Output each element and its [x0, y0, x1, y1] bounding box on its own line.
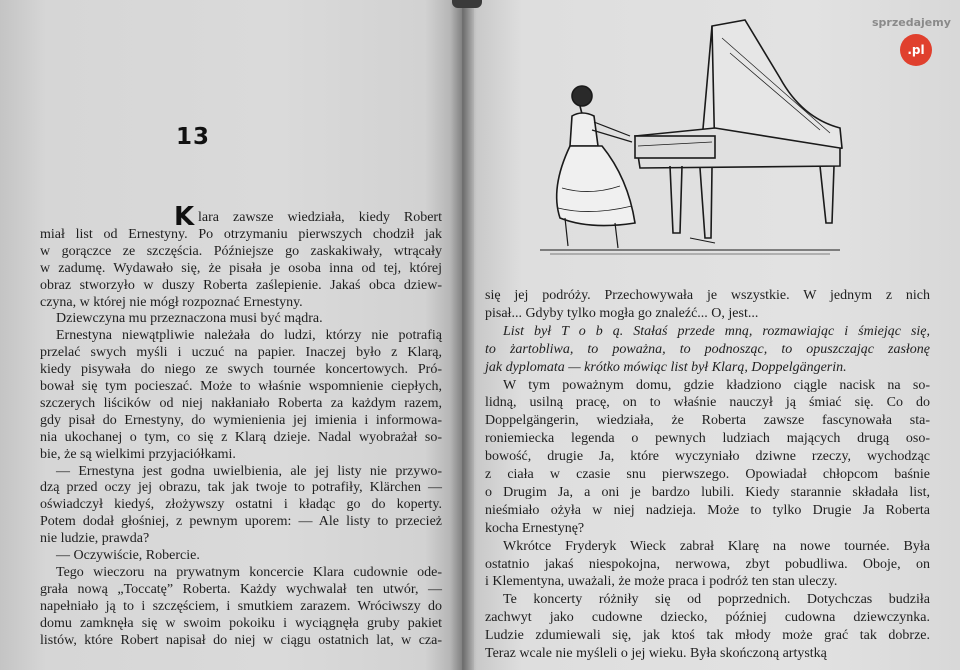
text-line: pisał... Gdyby tylko mogła go znaleźć... O, jest... — [485, 305, 759, 321]
text-line: List był T o b ą. Stałaś przede mną, rozmawiając i śmiejąc się, — [503, 323, 930, 339]
text-line: gdy pisał do Ernestyny, do wymienienia jej imienia i informowa- — [40, 412, 442, 428]
text-line: nie ludzie, prawda? — [40, 531, 150, 547]
text-line: — Oczywiście, Robercie. — [56, 548, 200, 563]
drop-cap: K — [174, 202, 195, 232]
text-line: Dziewczyna mu przeznaczona musi być mądra. — [56, 311, 323, 327]
text-line: dzą przed oczy jej obrazu, tak jak twoje to potrafiły, Klärchen — — [40, 480, 442, 496]
text-line: to żartobliwa, to poważna, to podnosząc, to opuszczając zasłonę — [485, 341, 930, 357]
text-line: nia ukochanej o tym, co się z Klarą dzieje. Nadal wyobrażał so- — [40, 429, 442, 445]
text-line: Teraz wcale nie myśleli o jej wieku. Była skończoną artystką — [485, 646, 827, 661]
text-line: z ciała w czasie snu pierwszego. Opowiadał chłopcom baśnie — [485, 467, 930, 482]
text-line: W tym poważnym domu, gdzie kładziono ciągle nacisk na so- — [503, 377, 930, 393]
text-line: szczerych liścików od niej nakłaniało Roberta za każdym razem, — [40, 395, 442, 411]
text-line: bował się tym pocieszać. Może to właśnie wspomnienie ciepłych, — [40, 379, 442, 394]
text-line: bowość, drugie Ja, które wyczyniało dziwne rzeczy, wychodząc — [485, 449, 930, 465]
text-line: i Klementyna, uważali, że może praca i podróż ten stan uleczy. — [485, 574, 838, 590]
text-line: w gorączce ze szczęścia. Późniejsze go zaskakiwały, wtrącały — [40, 243, 442, 259]
text-line: kocha Ernestynę? — [485, 520, 585, 536]
watermark-text: sprzedajemy — [872, 16, 951, 29]
text-line: kiedy pisywała do niego ze swych tournée koncertowych. Pró- — [40, 362, 442, 378]
text-line: roniemiecka legenda o pewnych ludziach mających drugą oso- — [485, 431, 930, 447]
text-line: obraz stworzyło w duszy Roberta zaślepienie. Jakaś obca dziew- — [40, 277, 442, 293]
text-line: bie, że są wielkimi przyjaciółkami. — [40, 446, 236, 462]
book-spine-top — [452, 0, 482, 8]
text-line: Ludzie zdumiewali się, jak ktoś tak młody może grać tak dobrze. — [485, 628, 930, 644]
text-line: Wkrótce Fryderyk Wieck zabrał Klarę na nowe tournée. Była — [503, 538, 930, 554]
text-line: o Drugim Ja, a oni je bardzo lubili. Kiedy starannie składała list, — [485, 484, 930, 500]
text-line: lidną, usilną pracę, on to właśnie nauczył ją śmiać się. Co do — [485, 395, 930, 411]
text-line: nieśmiało ożyła w niej nadzieja. Może to tylko Drugie Ja Roberta — [485, 502, 930, 518]
text-line: Potem dodał głośniej, z pewnym uporem: — Ale listy to przecież — [40, 514, 442, 530]
text-line: w zadumę. Wydawało się, że pisała je osoba inna od tej, której — [40, 260, 442, 276]
text-line: się jej podróży. Przechowywała je wszystkie. W jednym z nich — [485, 288, 930, 303]
text-line: miał list od Ernestyny. Po otrzymaniu pierwszych chodził jak — [40, 226, 442, 242]
text-line: grała nową „Toccatę” Roberta. Każdy wychwalał ten utwór, — — [40, 581, 442, 597]
text-line: Ernestyna niewątpliwie należała do ludzi, którzy nie potrafią — [56, 328, 442, 344]
text-line: Tego wieczoru na prywatnym koncercie Klara cudownie ode- — [56, 564, 442, 580]
text-line: jak dyplomata — krótko mówiąc list był Klarą, Doppelgängerin. — [485, 359, 847, 375]
text-line: domu zamknęła się w swoim pokoiku i wyciągnęła gruby pakiet — [40, 615, 442, 631]
piano-illustration — [540, 18, 860, 258]
text-line: napełniało ją to i szczęściem, i smutkiem zarazem. Wróciwszy do — [40, 598, 442, 614]
text-line: — Ernestyna jest godna uwielbienia, ale jej listy nie przywo- — [56, 463, 442, 479]
text-line: listów, które Robert napisał do niej w ciągu ostatnich lat, w cza- — [40, 632, 442, 648]
chapter-number: 13 — [176, 124, 211, 150]
text-line: przelać swych myśli i uczuć na papier. Inaczej było z Klarą, — [40, 345, 442, 361]
text-line: lara zawsze wiedziała, kiedy Robert — [198, 210, 442, 225]
text-line: oświadczył kiedyś, złożywszy ostatni i kładąc go do koperty. — [40, 497, 442, 513]
watermark-badge: .pl — [900, 34, 932, 66]
text-line: Doppelgängerin, wiedziała, że Roberta zawsze fascynowała sta- — [485, 413, 930, 429]
book-spine — [450, 0, 474, 670]
text-line: ostatnio jakaś niespokojna, nerwowa, zbyt pobudliwa. Oboje, on — [485, 556, 930, 572]
text-line: czyna, w której nie mógł rozpoznać Ernestyny. — [40, 294, 303, 310]
text-line: zachwyt jako cudowne dziecko, później cudowna dziewczynka. — [485, 610, 930, 626]
text-line: Te koncerty różniły się od poprzednich. Dotychczas budziła — [503, 592, 930, 608]
